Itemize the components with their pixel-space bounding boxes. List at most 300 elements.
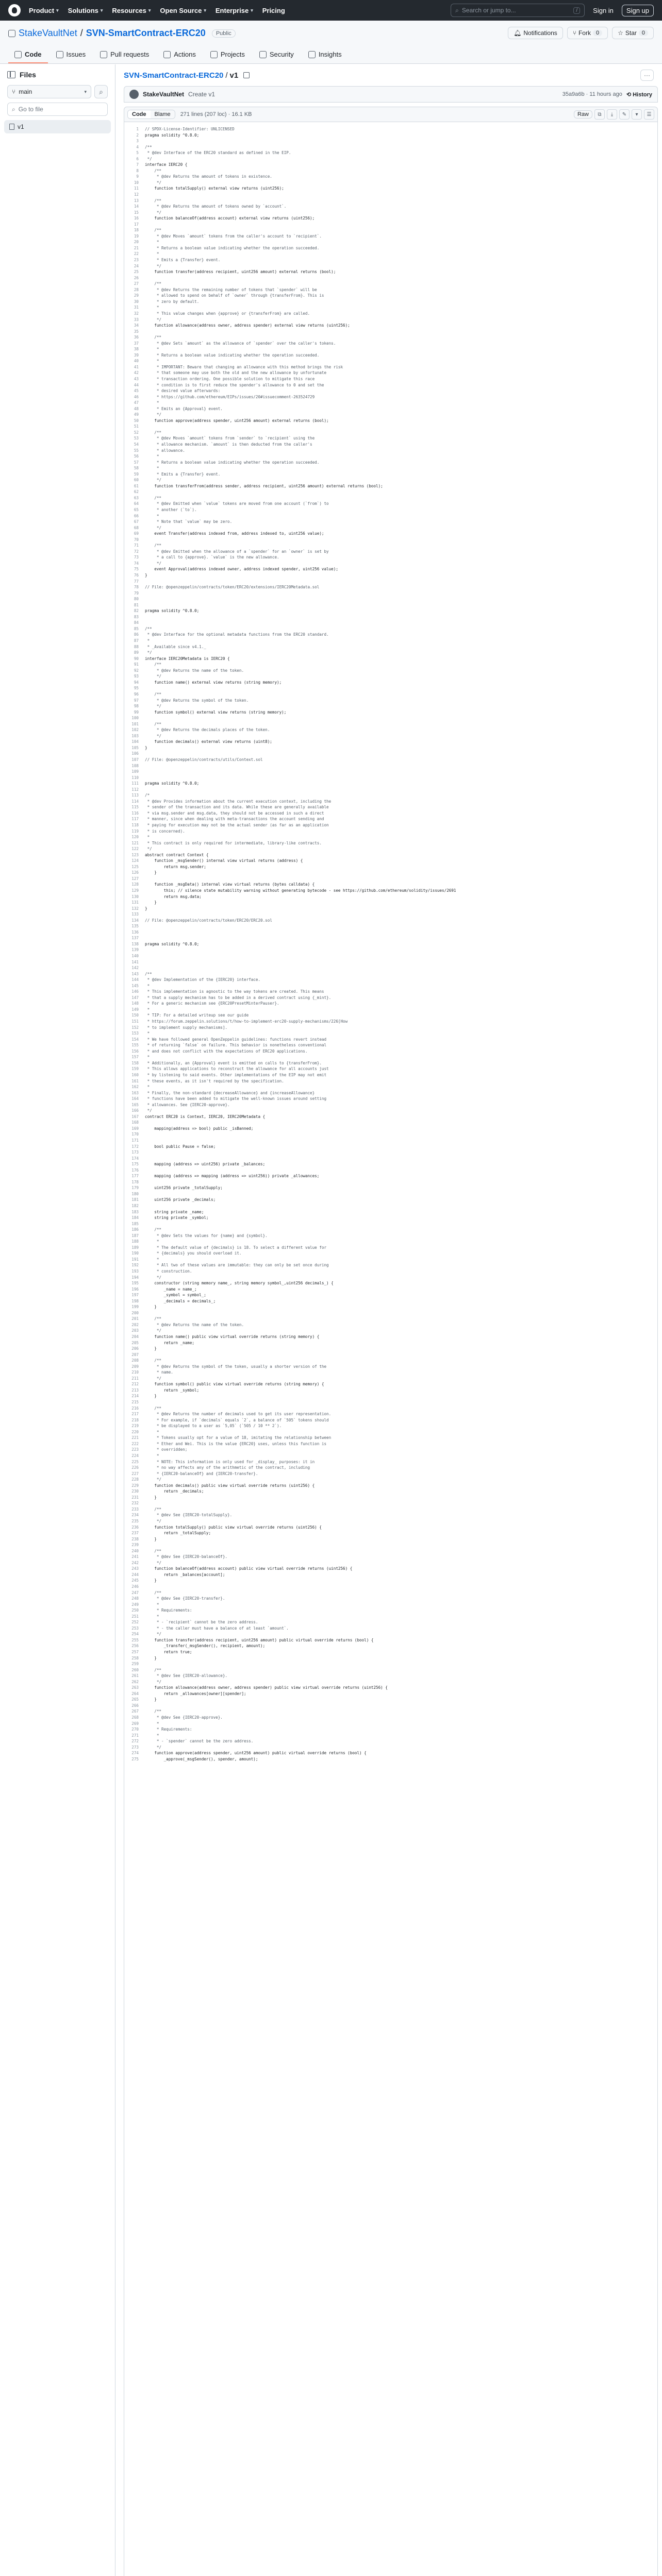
chevron-down-icon[interactable]: ▾ <box>632 109 642 120</box>
line-number[interactable]: 96 <box>134 691 139 697</box>
line-number[interactable]: 5 <box>136 150 139 156</box>
line-number[interactable]: 144 <box>131 977 139 982</box>
line-number[interactable]: 108 <box>131 763 139 768</box>
line-number[interactable]: 244 <box>131 1572 139 1577</box>
star-button[interactable] <box>612 27 654 39</box>
line-number[interactable]: 176 <box>131 1167 139 1173</box>
copy-icon[interactable]: ⧉ <box>594 109 605 120</box>
line-number[interactable]: 220 <box>131 1429 139 1434</box>
line-number[interactable]: 39 <box>134 352 139 358</box>
line-number[interactable]: 222 <box>131 1441 139 1446</box>
line-number[interactable]: 121 <box>131 840 139 845</box>
line-number[interactable]: 257 <box>131 1650 139 1654</box>
line-number[interactable]: 246 <box>131 1584 139 1589</box>
line-number[interactable]: 114 <box>131 799 139 804</box>
tab-issues[interactable] <box>50 46 92 63</box>
line-number[interactable]: 32 <box>134 311 139 316</box>
line-number[interactable]: 173 <box>131 1150 139 1155</box>
line-number[interactable]: 211 <box>131 1376 139 1381</box>
line-number[interactable]: 82 <box>134 608 139 614</box>
line-number[interactable]: 261 <box>131 1673 139 1679</box>
line-number[interactable]: 106 <box>131 751 139 756</box>
line-number[interactable]: 159 <box>131 1066 139 1072</box>
line-number[interactable]: 113 <box>131 793 139 798</box>
line-number[interactable]: 66 <box>134 513 139 518</box>
line-number[interactable]: 14 <box>134 204 139 209</box>
line-number[interactable]: 57 <box>134 460 139 465</box>
nav-solutions[interactable] <box>68 7 103 14</box>
edit-icon[interactable]: ✎ <box>619 109 630 120</box>
tab-code[interactable] <box>8 46 48 63</box>
repo-owner-link[interactable]: StakeVaultNet <box>19 28 77 38</box>
line-number[interactable]: 79 <box>134 590 139 596</box>
nav-product[interactable] <box>29 7 59 14</box>
nav-pricing[interactable] <box>262 7 285 14</box>
line-number[interactable]: 198 <box>131 1298 139 1303</box>
line-number[interactable]: 167 <box>131 1114 139 1119</box>
line-number[interactable]: 184 <box>131 1215 139 1221</box>
line-number[interactable]: 140 <box>131 954 139 959</box>
line-number[interactable]: 85 <box>134 626 139 631</box>
line-number[interactable]: 51 <box>134 424 139 429</box>
line-number[interactable]: 88 <box>134 644 139 649</box>
line-number[interactable]: 9 <box>136 174 139 179</box>
line-number[interactable]: 251 <box>131 1614 139 1619</box>
line-number[interactable]: 156 <box>131 1048 139 1054</box>
line-number[interactable]: 243 <box>131 1566 139 1571</box>
line-number[interactable]: 194 <box>131 1275 139 1280</box>
line-number[interactable]: 33 <box>134 317 139 322</box>
line-number[interactable]: 238 <box>131 1536 139 1541</box>
line-number[interactable]: 48 <box>134 406 139 411</box>
line-number[interactable]: 59 <box>134 471 139 477</box>
line-number[interactable]: 270 <box>131 1727 139 1732</box>
line-number[interactable]: 269 <box>131 1721 139 1726</box>
line-number[interactable]: 43 <box>134 376 139 381</box>
line-number[interactable]: 16 <box>134 216 139 221</box>
line-number[interactable]: 236 <box>131 1524 139 1530</box>
line-number[interactable]: 143 <box>131 971 139 976</box>
tab-insights[interactable] <box>302 46 348 63</box>
line-number[interactable]: 183 <box>131 1209 139 1214</box>
line-number[interactable]: 80 <box>134 597 139 602</box>
line-number[interactable]: 132 <box>131 906 139 911</box>
line-number[interactable]: 101 <box>131 721 139 726</box>
raw-button[interactable]: Raw <box>574 110 592 118</box>
line-number[interactable]: 74 <box>134 561 139 566</box>
line-number[interactable]: 151 <box>131 1019 139 1024</box>
line-number[interactable]: 160 <box>131 1072 139 1077</box>
line-number[interactable]: 115 <box>131 805 139 810</box>
line-number[interactable]: 27 <box>134 281 139 286</box>
line-number[interactable]: 137 <box>131 936 139 941</box>
line-number[interactable]: 19 <box>134 233 139 239</box>
line-number[interactable]: 228 <box>131 1477 139 1482</box>
line-number[interactable]: 75 <box>134 567 139 572</box>
line-number[interactable]: 47 <box>134 400 139 405</box>
line-number[interactable]: 8 <box>136 168 139 173</box>
line-number[interactable]: 128 <box>131 882 139 887</box>
line-number[interactable]: 130 <box>131 894 139 899</box>
line-number[interactable]: 203 <box>131 1328 139 1333</box>
line-number[interactable]: 122 <box>131 846 139 852</box>
line-number[interactable]: 175 <box>131 1162 139 1167</box>
line-number[interactable]: 273 <box>131 1744 139 1750</box>
line-number[interactable]: 91 <box>134 662 139 667</box>
line-number[interactable]: 54 <box>134 442 139 447</box>
line-number[interactable]: 174 <box>131 1156 139 1161</box>
line-number[interactable]: 81 <box>134 602 139 607</box>
line-number[interactable]: 7 <box>136 162 139 167</box>
line-number[interactable]: 40 <box>134 359 139 364</box>
line-number[interactable]: 216 <box>131 1405 139 1411</box>
line-number[interactable]: 226 <box>131 1465 139 1470</box>
line-number[interactable]: 210 <box>131 1370 139 1375</box>
line-number[interactable]: 249 <box>131 1602 139 1607</box>
line-number[interactable]: 149 <box>131 1007 139 1012</box>
line-number[interactable]: 177 <box>131 1174 139 1179</box>
line-number[interactable]: 272 <box>131 1739 139 1744</box>
line-number[interactable]: 136 <box>131 929 139 935</box>
history-button[interactable] <box>626 91 652 98</box>
line-number[interactable]: 213 <box>131 1387 139 1393</box>
line-number[interactable]: 150 <box>131 1013 139 1018</box>
breadcrumb-repo-link[interactable]: SVN-SmartContract-ERC20 <box>124 71 224 80</box>
line-number[interactable]: 152 <box>131 1025 139 1030</box>
line-number[interactable]: 235 <box>131 1518 139 1523</box>
line-number[interactable]: 67 <box>134 519 139 524</box>
line-number[interactable]: 259 <box>131 1662 139 1667</box>
line-number[interactable]: 139 <box>131 947 139 953</box>
line-number[interactable]: 56 <box>134 454 139 459</box>
line-number[interactable]: 240 <box>131 1548 139 1553</box>
line-number[interactable]: 275 <box>131 1756 139 1761</box>
line-number[interactable]: 126 <box>131 870 139 875</box>
copy-path-icon[interactable] <box>243 72 250 78</box>
line-number[interactable]: 34 <box>134 323 139 328</box>
line-number[interactable]: 212 <box>131 1382 139 1387</box>
line-number[interactable]: 112 <box>131 787 139 792</box>
line-number[interactable]: 192 <box>131 1263 139 1268</box>
line-number[interactable]: 104 <box>131 739 139 744</box>
line-number[interactable]: 90 <box>134 656 139 661</box>
line-number[interactable]: 227 <box>131 1471 139 1476</box>
line-number[interactable]: 123 <box>131 852 139 857</box>
more-options-button[interactable]: ··· <box>640 70 654 81</box>
line-number[interactable]: 10 <box>134 180 139 185</box>
line-number[interactable]: 18 <box>134 228 139 233</box>
line-number[interactable]: 76 <box>134 573 139 578</box>
line-number[interactable]: 209 <box>131 1364 139 1369</box>
download-icon[interactable]: ⤓ <box>607 109 617 120</box>
line-number[interactable]: 98 <box>134 704 139 709</box>
line-number[interactable]: 178 <box>131 1179 139 1184</box>
line-number[interactable]: 258 <box>131 1655 139 1660</box>
tab-pull-requests[interactable] <box>94 46 155 63</box>
line-number[interactable]: 20 <box>134 240 139 245</box>
line-number[interactable]: 165 <box>131 1102 139 1107</box>
line-number[interactable]: 12 <box>134 192 139 197</box>
line-number[interactable]: 232 <box>131 1501 139 1506</box>
line-number[interactable]: 182 <box>131 1203 139 1208</box>
line-number[interactable]: 190 <box>131 1251 139 1256</box>
line-number[interactable]: 70 <box>134 537 139 542</box>
line-number[interactable]: 42 <box>134 370 139 376</box>
line-number[interactable]: 171 <box>131 1138 139 1143</box>
line-number[interactable]: 239 <box>131 1543 139 1548</box>
line-number[interactable]: 94 <box>134 680 139 685</box>
line-number[interactable]: 146 <box>131 989 139 994</box>
line-number[interactable]: 35 <box>134 329 139 334</box>
line-number[interactable]: 15 <box>134 210 139 215</box>
commit-author[interactable]: StakeVaultNet <box>143 91 185 98</box>
line-number[interactable]: 69 <box>134 531 139 536</box>
line-number[interactable]: 141 <box>131 959 139 964</box>
blame-view-button[interactable]: Blame <box>151 110 175 118</box>
line-number[interactable]: 135 <box>131 924 139 929</box>
line-number[interactable]: 197 <box>131 1293 139 1298</box>
line-number[interactable]: 1 <box>136 127 139 131</box>
line-number[interactable]: 31 <box>134 305 139 310</box>
nav-enterprise[interactable] <box>216 7 253 14</box>
line-number[interactable]: 206 <box>131 1346 139 1351</box>
line-number[interactable]: 22 <box>134 251 139 257</box>
line-number[interactable]: 219 <box>131 1423 139 1429</box>
line-number[interactable]: 201 <box>131 1316 139 1321</box>
tab-security[interactable] <box>253 46 300 63</box>
line-number[interactable]: 102 <box>131 727 139 733</box>
line-number[interactable]: 157 <box>131 1055 139 1060</box>
line-number[interactable]: 252 <box>131 1620 139 1625</box>
github-logo-icon[interactable] <box>8 4 21 16</box>
line-number[interactable]: 87 <box>134 638 139 643</box>
line-number[interactable]: 52 <box>134 430 139 435</box>
line-number[interactable]: 44 <box>134 382 139 387</box>
line-number[interactable]: 193 <box>131 1269 139 1274</box>
line-number[interactable]: 73 <box>134 555 139 560</box>
line-number[interactable]: 46 <box>134 394 139 399</box>
line-number[interactable]: 221 <box>131 1435 139 1440</box>
line-number[interactable]: 195 <box>131 1281 139 1286</box>
global-search-input[interactable] <box>451 4 585 17</box>
line-number[interactable]: 208 <box>131 1358 139 1363</box>
line-number[interactable]: 234 <box>131 1513 139 1518</box>
line-number[interactable]: 36 <box>134 335 139 340</box>
line-number[interactable]: 28 <box>134 287 139 292</box>
line-number[interactable]: 103 <box>131 733 139 738</box>
line-number[interactable]: 188 <box>131 1239 139 1244</box>
line-number[interactable]: 11 <box>134 186 139 191</box>
line-number[interactable]: 110 <box>131 775 139 780</box>
avatar[interactable] <box>129 90 139 99</box>
line-number[interactable]: 142 <box>131 965 139 971</box>
line-number[interactable]: 231 <box>131 1495 139 1500</box>
line-number[interactable]: 224 <box>131 1453 139 1458</box>
line-number[interactable]: 53 <box>134 436 139 441</box>
line-number[interactable]: 179 <box>131 1185 139 1191</box>
line-number[interactable]: 21 <box>134 245 139 250</box>
line-number[interactable]: 60 <box>134 478 139 483</box>
line-number[interactable]: 191 <box>131 1257 139 1262</box>
line-number[interactable]: 105 <box>131 745 139 750</box>
line-number[interactable]: 148 <box>131 1001 139 1006</box>
line-number[interactable]: 187 <box>131 1233 139 1238</box>
line-number[interactable]: 255 <box>131 1637 139 1642</box>
line-number[interactable]: 26 <box>134 275 139 280</box>
line-number[interactable]: 61 <box>134 483 139 488</box>
line-number[interactable]: 127 <box>131 876 139 881</box>
line-number[interactable]: 124 <box>131 858 139 863</box>
line-number[interactable]: 247 <box>131 1590 139 1595</box>
commit-message[interactable]: Create v1 <box>188 91 216 98</box>
line-number[interactable]: 129 <box>131 888 139 893</box>
line-number[interactable]: 214 <box>131 1394 139 1399</box>
line-number[interactable]: 25 <box>134 269 139 275</box>
line-number[interactable]: 271 <box>131 1733 139 1738</box>
line-number[interactable]: 225 <box>131 1459 139 1464</box>
line-number[interactable]: 50 <box>134 418 139 423</box>
line-number[interactable]: 65 <box>134 507 139 512</box>
line-number[interactable]: 267 <box>131 1709 139 1714</box>
line-number[interactable]: 202 <box>131 1322 139 1327</box>
line-number[interactable]: 6 <box>136 156 139 161</box>
line-number[interactable]: 30 <box>134 299 139 304</box>
line-number[interactable]: 268 <box>131 1715 139 1720</box>
line-number[interactable]: 161 <box>131 1078 139 1083</box>
line-number[interactable]: 181 <box>131 1197 139 1202</box>
line-number[interactable]: 23 <box>134 258 139 263</box>
line-number[interactable]: 95 <box>134 686 139 691</box>
line-number[interactable]: 223 <box>131 1447 139 1452</box>
line-number[interactable]: 250 <box>131 1608 139 1613</box>
line-number[interactable]: 63 <box>134 495 139 500</box>
line-number[interactable]: 147 <box>131 995 139 1000</box>
line-number[interactable]: 168 <box>131 1120 139 1125</box>
line-number[interactable]: 266 <box>131 1703 139 1708</box>
line-number[interactable]: 265 <box>131 1697 139 1702</box>
line-number[interactable]: 170 <box>131 1132 139 1137</box>
line-number[interactable]: 29 <box>134 293 139 298</box>
notifications-button[interactable] <box>508 27 563 39</box>
line-number[interactable]: 77 <box>134 579 139 584</box>
repo-name-link[interactable]: SVN-SmartContract-ERC20 <box>86 28 206 38</box>
line-number[interactable]: 133 <box>131 912 139 917</box>
line-number[interactable]: 145 <box>131 983 139 988</box>
line-number[interactable]: 200 <box>131 1310 139 1315</box>
sidebar-collapse-icon[interactable] <box>7 71 15 78</box>
line-number[interactable]: 64 <box>134 501 139 506</box>
line-number[interactable]: 217 <box>131 1412 139 1417</box>
line-number[interactable]: 233 <box>131 1506 139 1512</box>
fork-button[interactable] <box>567 27 608 39</box>
line-number[interactable]: 125 <box>131 864 139 869</box>
go-to-file-input[interactable] <box>7 103 108 116</box>
line-number[interactable]: 3 <box>136 139 139 144</box>
tab-actions[interactable] <box>157 46 202 63</box>
line-number[interactable]: 185 <box>131 1221 139 1226</box>
line-number[interactable]: 254 <box>131 1632 139 1637</box>
line-number[interactable]: 86 <box>134 632 139 637</box>
line-number[interactable]: 215 <box>131 1400 139 1405</box>
line-number[interactable]: 164 <box>131 1096 139 1101</box>
line-number[interactable]: 158 <box>131 1060 139 1065</box>
tab-projects[interactable] <box>204 46 251 63</box>
line-number[interactable]: 154 <box>131 1037 139 1042</box>
line-number[interactable]: 72 <box>134 549 139 554</box>
line-number[interactable]: 134 <box>131 918 139 923</box>
line-number[interactable]: 120 <box>131 835 139 840</box>
line-number[interactable]: 99 <box>134 709 139 715</box>
line-number[interactable]: 204 <box>131 1334 139 1340</box>
line-number[interactable]: 78 <box>134 585 139 590</box>
code-view-button[interactable]: Code <box>128 110 151 118</box>
line-number[interactable]: 274 <box>131 1751 139 1756</box>
line-number[interactable]: 138 <box>131 941 139 946</box>
line-number[interactable]: 62 <box>134 489 139 495</box>
line-number[interactable]: 38 <box>134 347 139 352</box>
line-number[interactable]: 100 <box>131 716 139 721</box>
line-number[interactable]: 49 <box>134 412 139 417</box>
line-number[interactable]: 131 <box>131 900 139 905</box>
line-number[interactable]: 4 <box>136 144 139 149</box>
line-number[interactable]: 84 <box>134 620 139 625</box>
line-number[interactable]: 2 <box>136 132 139 138</box>
line-number[interactable]: 97 <box>134 698 139 703</box>
line-number[interactable]: 248 <box>131 1596 139 1601</box>
line-number[interactable]: 242 <box>131 1560 139 1565</box>
line-number[interactable]: 196 <box>131 1286 139 1292</box>
line-number[interactable]: 218 <box>131 1417 139 1422</box>
line-number[interactable]: 264 <box>131 1691 139 1696</box>
line-number[interactable]: 172 <box>131 1144 139 1149</box>
commit-hash[interactable]: 35a9a6b <box>562 91 585 97</box>
line-number[interactable]: 253 <box>131 1625 139 1631</box>
line-number[interactable]: 55 <box>134 448 139 453</box>
line-number[interactable]: 230 <box>131 1489 139 1494</box>
line-number[interactable]: 241 <box>131 1554 139 1560</box>
line-number[interactable]: 166 <box>131 1108 139 1113</box>
line-number[interactable]: 205 <box>131 1340 139 1345</box>
line-number[interactable]: 41 <box>134 364 139 369</box>
sign-in-link[interactable]: Sign in <box>593 6 614 14</box>
line-number[interactable]: 71 <box>134 543 139 548</box>
line-number[interactable]: 169 <box>131 1126 139 1131</box>
line-number[interactable]: 199 <box>131 1304 139 1310</box>
nav-open-source[interactable] <box>160 7 206 14</box>
line-number[interactable]: 186 <box>131 1227 139 1232</box>
line-number[interactable]: 229 <box>131 1483 139 1488</box>
line-number[interactable]: 107 <box>131 757 139 762</box>
line-number[interactable]: 109 <box>131 769 139 774</box>
nav-resources[interactable] <box>112 7 151 14</box>
line-number[interactable]: 68 <box>134 525 139 530</box>
line-number[interactable]: 262 <box>131 1679 139 1684</box>
line-number[interactable]: 17 <box>134 222 139 227</box>
line-number[interactable]: 24 <box>134 263 139 268</box>
line-number[interactable]: 92 <box>134 668 139 673</box>
line-number[interactable]: 45 <box>134 388 139 394</box>
line-number[interactable]: 119 <box>131 828 139 834</box>
line-number[interactable]: 118 <box>131 822 139 827</box>
line-number[interactable]: 93 <box>134 674 139 679</box>
line-number[interactable]: 245 <box>131 1578 139 1583</box>
sign-up-button[interactable]: Sign up <box>622 5 654 16</box>
line-number[interactable]: 111 <box>131 781 139 786</box>
tree-file-v1[interactable] <box>4 120 111 133</box>
line-number[interactable]: 162 <box>131 1084 139 1090</box>
line-number[interactable]: 256 <box>131 1643 139 1649</box>
line-number[interactable]: 207 <box>131 1352 139 1357</box>
